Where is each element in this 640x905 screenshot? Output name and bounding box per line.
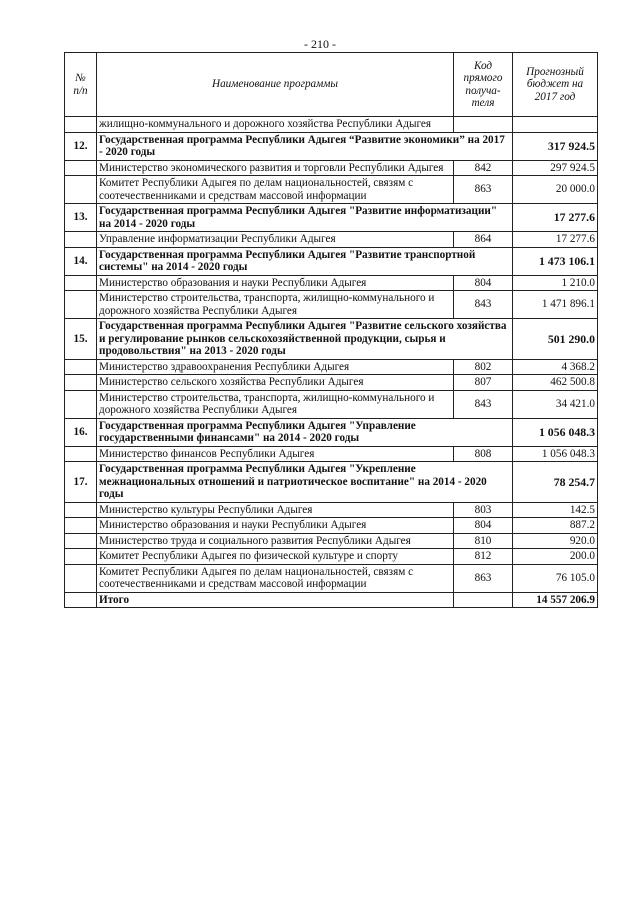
budget-value: 501 290.0 [513,319,598,360]
row-number [65,160,97,176]
budget-value: 142.5 [513,502,598,518]
table-row [65,176,598,204]
total-value: 14 557 206.9 [513,592,598,608]
table-row [65,549,598,565]
budget-value: 200.0 [513,549,598,565]
recipient-name: Комитет Республики Адыгея по делам национальностей, связям с соотечественниками и средствам массовой информации [97,564,454,592]
budget-value: 76 105.0 [513,564,598,592]
recipient-code [454,592,513,608]
row-number: 13. [65,204,97,232]
program-name: Государственная программа Республики Адыгея "Развитие транспортной системы" на 2014 - 2020 годы [97,247,513,275]
recipient-code: 812 [454,549,513,565]
budget-value: 920.0 [513,533,598,549]
program-name: Государственная программа Республики Адыгея "Развитие сельского хозяйства и регулирование рынков сельскохозяйственной продукции, сырья и продовольствия" на 2013 - 2020 годы [97,319,513,360]
row-number [65,117,97,133]
row-number [65,592,97,608]
table-row [65,446,598,462]
row-number: 15. [65,319,97,360]
table-row [65,160,598,176]
recipient-name: Комитет Республики Адыгея по физической культуре и спорту [97,549,454,565]
recipient-name: Министерство образования и науки Республики Адыгея [97,275,454,291]
table-row [65,275,598,291]
table-row [65,117,598,133]
row-number [65,291,97,319]
recipient-code: 808 [454,446,513,462]
program-name: Государственная программа Республики Адыгея "Развитие информатизации" на 2014 - 2020 годы [97,204,513,232]
row-number [65,549,97,565]
program-name: Государственная программа Республики Адыгея "Управление государственными финансами" на 2014 - 2020 годы [97,418,513,446]
recipient-name: Министерство финансов Республики Адыгея [97,446,454,462]
recipient-name: Управление информатизации Республики Адыгея [97,232,454,248]
recipient-code: 863 [454,176,513,204]
program-row [65,462,598,503]
program-name: Государственная программа Республики Адыгея “Развитие экономики” на 2017 - 2020 годы [97,132,513,160]
recipient-code: 802 [454,359,513,375]
recipient-code: 810 [454,533,513,549]
total-label: Итого [97,592,454,608]
recipient-name: Министерство образования и науки Республики Адыгея [97,518,454,534]
budget-value: 17 277.6 [513,204,598,232]
row-number: 16. [65,418,97,446]
row-number [65,564,97,592]
table-row [65,359,598,375]
budget-value: 1 210.0 [513,275,598,291]
recipient-code: 864 [454,232,513,248]
budget-value: 317 924.5 [513,132,598,160]
budget-value: 17 277.6 [513,232,598,248]
recipient-name: Министерство труда и социального развития Республики Адыгея [97,533,454,549]
program-row [65,132,598,160]
budget-value: 297 924.5 [513,160,598,176]
budget-value: 4 368.2 [513,359,598,375]
row-number [65,176,97,204]
row-number [65,446,97,462]
recipient-code: 842 [454,160,513,176]
recipient-code: 804 [454,275,513,291]
recipient-name: Министерство сельского хозяйства Республики Адыгея [97,375,454,391]
recipient-code [454,117,513,133]
program-row [65,319,598,360]
recipient-name: Министерство культуры Республики Адыгея [97,502,454,518]
table-row [65,502,598,518]
row-number [65,390,97,418]
table-row [65,564,598,592]
recipient-code: 843 [454,390,513,418]
budget-value: 34 421.0 [513,390,598,418]
program-name: Государственная программа Республики Адыгея "Укрепление межнациональных отношений и патриотическое воспитание" на 2014 - 2020 годы [97,462,513,503]
recipient-code: 804 [454,518,513,534]
row-number [65,518,97,534]
recipient-code: 843 [454,291,513,319]
header-code: Код прямого получа- теля [454,53,513,117]
row-number: 14. [65,247,97,275]
row-number [65,232,97,248]
table-row [65,518,598,534]
budget-value: 1 473 106.1 [513,247,598,275]
page-number: - 210 - [304,37,336,51]
recipient-name: Комитет Республики Адыгея по делам национальностей, связям с соотечественниками и средствам массовой информации [97,176,454,204]
program-row [65,204,598,232]
recipient-name: жилищно-коммунального и дорожного хозяйства Республики Адыгея [97,117,454,133]
header-budget: Прогнозный бюджет на 2017 год [513,53,598,117]
recipient-name: Министерство строительства, транспорта, жилищно-коммунального и дорожного хозяйства Республики Адыгея [97,291,454,319]
recipient-name: Министерство здравоохранения Республики Адыгея [97,359,454,375]
table-row [65,375,598,391]
total-row [65,592,598,608]
budget-value: 20 000.0 [513,176,598,204]
budget-value: 1 056 048.3 [513,446,598,462]
table-row [65,390,598,418]
row-number [65,502,97,518]
budget-value: 887.2 [513,518,598,534]
row-number [65,359,97,375]
recipient-name: Министерство строительства, транспорта, жилищно-коммунального и дорожного хозяйства Республики Адыгея [97,390,454,418]
budget-value: 78 254.7 [513,462,598,503]
row-number [65,375,97,391]
header-name: Наименование программы [97,53,454,117]
budget-table [64,52,598,608]
table-row [65,232,598,248]
recipient-code: 807 [454,375,513,391]
recipient-name: Министерство экономического развития и торговли Республики Адыгея [97,160,454,176]
budget-value [513,117,598,133]
table-row [65,291,598,319]
row-number [65,533,97,549]
program-row [65,247,598,275]
table-header-row [65,53,598,117]
row-number [65,275,97,291]
table-row [65,533,598,549]
row-number: 12. [65,132,97,160]
budget-value: 1 471 896.1 [513,291,598,319]
recipient-code: 803 [454,502,513,518]
header-num: № п/п [65,53,97,117]
program-row [65,418,598,446]
recipient-code: 863 [454,564,513,592]
budget-value: 1 056 048.3 [513,418,598,446]
row-number: 17. [65,462,97,503]
budget-value: 462 500.8 [513,375,598,391]
